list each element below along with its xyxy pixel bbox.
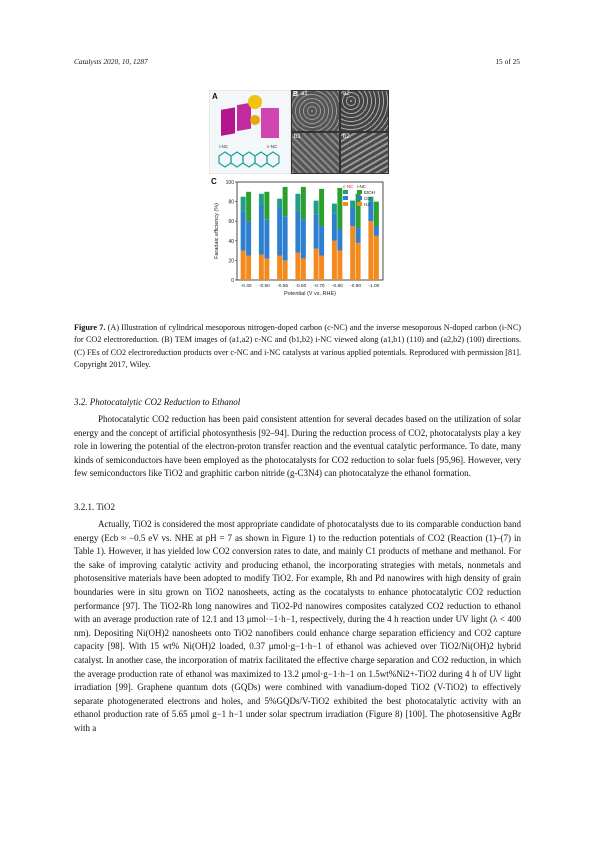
- y-tick-label: 0: [231, 278, 234, 284]
- bar-i-NC-EtOH: [264, 192, 269, 219]
- bar-i-NC-CO: [246, 221, 251, 255]
- bar-c-NC-EtOH: [259, 194, 264, 206]
- panel-b-tem-images: [291, 90, 389, 174]
- bar-c-NC-EtOH: [295, 194, 300, 212]
- x-axis-label: Potential (V vs. RHE): [284, 291, 336, 297]
- tem-image-a2: [341, 91, 388, 131]
- bar-i-NC-CO: [374, 226, 379, 236]
- legend-group-inc: i-NC: [357, 184, 366, 189]
- bar-c-NC-H2: [295, 253, 300, 280]
- caption-label: Figure 7.: [74, 323, 106, 332]
- bar-c-NC-EtOH: [350, 201, 355, 209]
- figure-caption: [74, 322, 521, 372]
- bar-c-NC-EtOH: [332, 204, 337, 214]
- legend-swatch-cnc: [343, 190, 348, 194]
- bar-i-NC-CO: [301, 219, 306, 258]
- bar-c-NC-H2: [277, 256, 282, 281]
- bar-c-NC-EtOH: [241, 197, 246, 212]
- legend-label: EtOH: [364, 190, 376, 195]
- x-tick-label: -0.60: [295, 284, 307, 289]
- bar-i-NC-CO: [356, 228, 361, 243]
- bar-c-NC-CO: [259, 206, 264, 255]
- y-tick-label: 60: [228, 219, 234, 226]
- legend-swatch-cnc: [343, 202, 348, 206]
- bar-c-NC-EtOH: [277, 199, 282, 209]
- bar-i-NC-EtOH: [301, 187, 306, 219]
- x-tick-label: -0.40: [240, 284, 252, 289]
- caption-text: (A) Illustration of cylindrical mesoporous nitrogen-doped carbon (c-NC) and the inverse mesoporous N-doped carbon (i-NC) for CO2 electroreduction. (B) TEM images of (a1,a2) c-NC and (b1,b2) i-NC viewed along (a1,b1) (110) and (a2,b2) (100) directions. (C) FEs of CO2 electroreduction products over c-NC and i-NC catalysts at various applied potentials. Reproduced with permission [81]. Copyright 2017, Wiley.: [74, 323, 522, 370]
- x-tick-label: -1.00: [368, 284, 380, 289]
- bar-c-NC-CO: [295, 211, 300, 252]
- x-tick-label: -0.56: [277, 284, 289, 289]
- bar-i-NC-H2: [301, 258, 306, 280]
- tem-image-a1: [292, 91, 339, 131]
- figure-7: [209, 90, 389, 302]
- y-tick-label: 100: [225, 180, 234, 186]
- legend-label: CO: [364, 196, 371, 201]
- bar-c-NC-H2: [368, 221, 373, 280]
- bar-i-NC-CO: [264, 219, 269, 258]
- bar-c-NC-H2: [314, 249, 319, 280]
- y-tick-label: 80: [228, 199, 234, 206]
- bar-c-NC-H2: [259, 255, 264, 280]
- panel-a-label-cnc: c-NC: [267, 144, 278, 149]
- bar-c-NC-CO: [332, 213, 337, 240]
- running-header-page: 15 of 25: [495, 57, 520, 66]
- legend-swatch-inc: [357, 190, 362, 194]
- y-axis-label: Faradaic efficiency (%): [214, 203, 220, 259]
- x-tick-label: -0.90: [350, 284, 362, 289]
- bar-i-NC-EtOH: [337, 188, 342, 229]
- bar-i-NC-H2: [319, 256, 324, 281]
- legend-swatch-inc: [357, 196, 362, 200]
- y-tick-label: 20: [228, 258, 234, 265]
- section-heading-3-2-1: 3.2.1. TiO2: [74, 502, 116, 512]
- legend-swatch-inc: [357, 202, 362, 206]
- legend-group-cnc: c-NC: [343, 184, 354, 189]
- bar-c-NC-CO: [314, 214, 319, 248]
- tem-label-b1: b1: [294, 134, 301, 140]
- bar-c-NC-H2: [350, 226, 355, 280]
- bar-i-NC-CO: [283, 216, 288, 260]
- bar-c-NC-CO: [350, 208, 355, 226]
- bar-i-NC-EtOH: [319, 189, 324, 226]
- bar-i-NC-EtOH: [374, 202, 379, 227]
- panel-label-c: C: [211, 177, 217, 186]
- y-tick-label: 40: [228, 238, 234, 245]
- bar-i-NC-CO: [337, 229, 342, 251]
- bar-c-NC-EtOH: [314, 201, 319, 215]
- tem-label-a1: a1: [301, 91, 308, 97]
- panel-a-label-inc: i-NC: [219, 144, 228, 149]
- legend-label: H2: [364, 202, 370, 207]
- bar-i-NC-H2: [374, 236, 379, 280]
- bar-i-NC-H2: [264, 258, 269, 280]
- panel-label-b: B: [293, 91, 299, 98]
- legend-swatch-cnc: [343, 196, 348, 200]
- bar-i-NC-H2: [356, 243, 361, 280]
- tem-label-a2: a2: [343, 91, 350, 97]
- running-header-journal: Catalysts 2020, 10, 1287: [74, 57, 148, 66]
- x-tick-label: -0.80: [331, 284, 343, 289]
- x-tick-label: -0.70: [313, 284, 325, 289]
- panel-label-a: A: [212, 92, 218, 101]
- bar-i-NC-H2: [246, 256, 251, 281]
- bar-i-NC-H2: [283, 260, 288, 280]
- panel-a-illustration: [209, 90, 291, 174]
- bar-i-NC-CO: [319, 226, 324, 255]
- bar-i-NC-EtOH: [246, 192, 251, 221]
- bar-i-NC-EtOH: [283, 187, 288, 216]
- x-tick-label: -0.50: [258, 284, 270, 289]
- bar-c-NC-H2: [241, 251, 246, 280]
- tem-label-b2: b2: [343, 134, 350, 140]
- paragraph-tio2: Actually, TiO2 is considered the most appropriate candidate of photocatalysts due to its comparable conduction band energy (Ecb ≈ −0.5 eV vs. NHE at pH = 7 as shown in Figure 1) to the reduction potentials of CO2 (Reaction (1)–(7) in Table 1). However, it has yielded low CO2 conversion rates to date, and mainly C1 products of methane and methanol. For the sake of improving catalytic activity and producing ethanol, the incorporating strategies with metals, nonmetals and photosensitive materials have been adopted to modify TiO2. For example, Rh and Pd nanowires with high density of grain boundaries were in situ grown on TiO2 nanosheets, acting as the cocatalysts to enhance photocatalytic CO2 reduction performance [97]. The TiO2-Rh long nanowires and TiO2-Pd nanowires composites catalyzed CO2 reduction to ethanol with an average production rate of 12.1 and 13 μmol·−1·h−1, respectively, during the 4 h reaction under UV light (λ < 400 nm). Depositing Ni(OH)2 nanosheets onto TiO2 nanofibers could enhance charge separation efficiency and CO2 capture capacity [98]. With 15 wt% Ni(OH)2 loaded, 0.37 μmol·g−1·h−1 of ethanol was achieved over TiO2/Ni(OH)2 hybrid catalyst. In another case, the incorporation of matrix facilitated the effective charge separation and CO2 reduction, in which the average production rate of ethanol was maximized to 13.2 μmol·g−1·h−1 on 1.5wt%Ni2+-TiO2 during 4 h of UV light irradiation [99]. Graphene quantum dots (GQDs) were combined with vanadium-doped TiO2 (V-TiO2) to effectively separate photogenerated electrons and holes, and 5%GQDs/V-TiO2 exhibited the best photocatalytic activity with an ethanol production rate of 5.65 μmol g−1 h−1 under solar spectrum irradiation (Figure 8) [100]. The photosensitive AgBr with a: [74, 519, 521, 733]
- panel-c-bar-chart: [209, 176, 389, 302]
- bar-c-NC-CO: [277, 208, 282, 255]
- paragraph-photocatalytic-intro: Photocatalytic CO2 reduction has been paid consistent attention for several decades based on the utilization of solar energy and the concept of artificial photosynthesis [92–94]. During the reduction process of CO2, photocatalysts play a key role in lowering the potential of the electron-proton transfer reaction and the eventual catalytic performance. To date, many kinds of semiconductors have been employed as the photocatalysts for CO2 reduction to solar fuels [95,96]. However, very few semiconductors like TiO2 and graphitic carbon nitride (g-C3N4) can photocatalyze the ethanol formation.: [74, 414, 521, 479]
- section-heading-3-2: 3.2. Photocatalytic CO2 Reduction to Ethanol: [74, 397, 241, 407]
- bar-i-NC-H2: [337, 251, 342, 280]
- bar-c-NC-CO: [241, 211, 246, 250]
- bar-c-NC-H2: [332, 241, 337, 280]
